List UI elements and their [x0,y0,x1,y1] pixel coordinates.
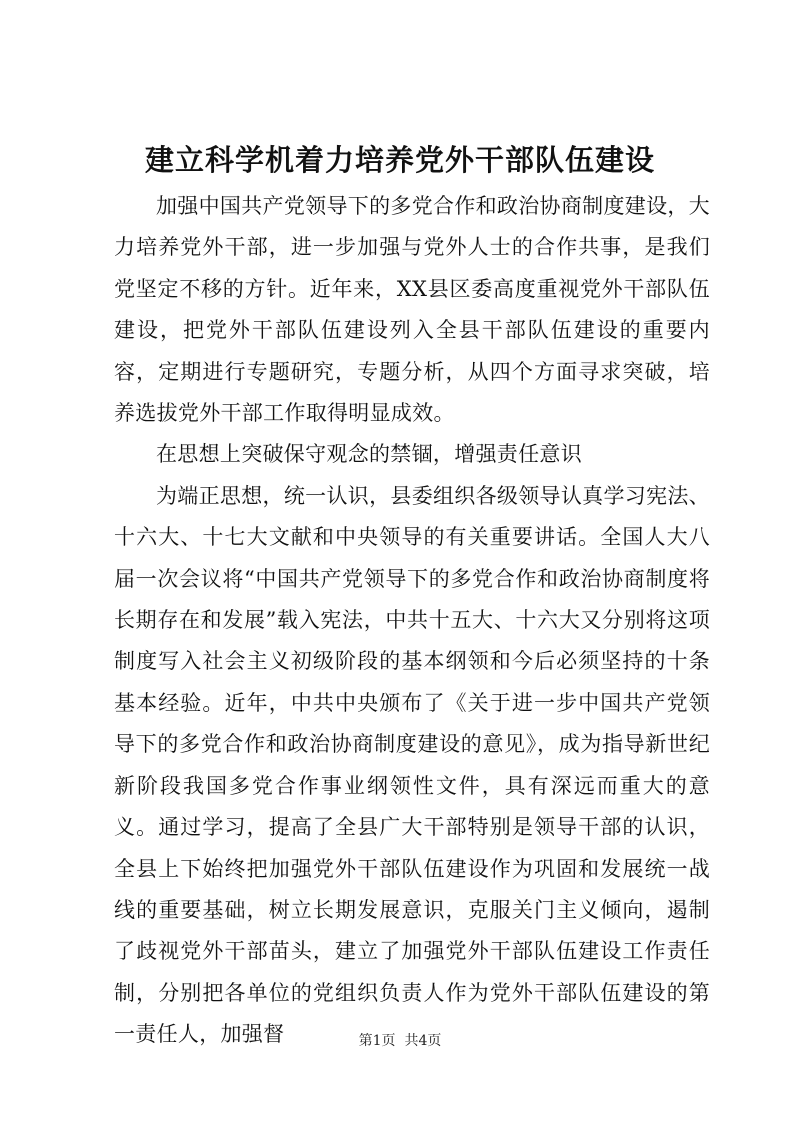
page-total: 共4页 [404,1033,442,1049]
document-body [114,186,710,1056]
section-heading: 在思想上突破保守观念的禁锢，增强责任意识 [156,442,582,467]
document-title: 建立科学机着力培养党外干部队伍建设 [144,143,655,177]
page-footer [0,1030,800,1050]
page-number: 第1页 [358,1033,396,1049]
paragraph-section-body: 为端正思想，统一认识，县委组织各级领导认真学习宪法、十六大、十七大文献和中央领导的有关重要讲话。全国人大八届一次会议将“中国共产党领导下的多党合作和政治协商制度将长期存在和发展”载入宪法，中共十五大、十六大又分别将这项制度写入社会主义初级阶段的基本纲领和今后必须坚持的十条基本经验。近年，中共中央颁布了《关于进一步中国共产党领导下的多党合作和政治协商制度建设的意见》，成为指导新世纪新阶段我国多党合作事业纲领性文件，具有深远而重大的意义。通过学习，提高了全县广大干部特别是领导干部的认识，全县上下始终把加强党外干部队伍建设作为巩固和发展统一战线的重要基础，树立长期发展意识，克服关门主义倾向，遏制了歧视党外干部苗头，建立了加强党外干部队伍建设工作责任制，分别把各单位的党组织负责人作为党外干部队伍建设的第一责任人，加强督 [114,483,710,1047]
paragraph-intro: 加强中国共产党领导下的多党合作和政治协商制度建设，大力培养党外干部，进一步加强与党外人士的合作共事，是我们党坚定不移的方针。近年来，XX县区委高度重视党外干部队伍建设，把党外干部队伍建设列入全县干部队伍建设的重要内容，定期进行专题研究，专题分析，从四个方面寻求突破，培养选拔党外干部工作取得明显成效。 [114,194,710,426]
